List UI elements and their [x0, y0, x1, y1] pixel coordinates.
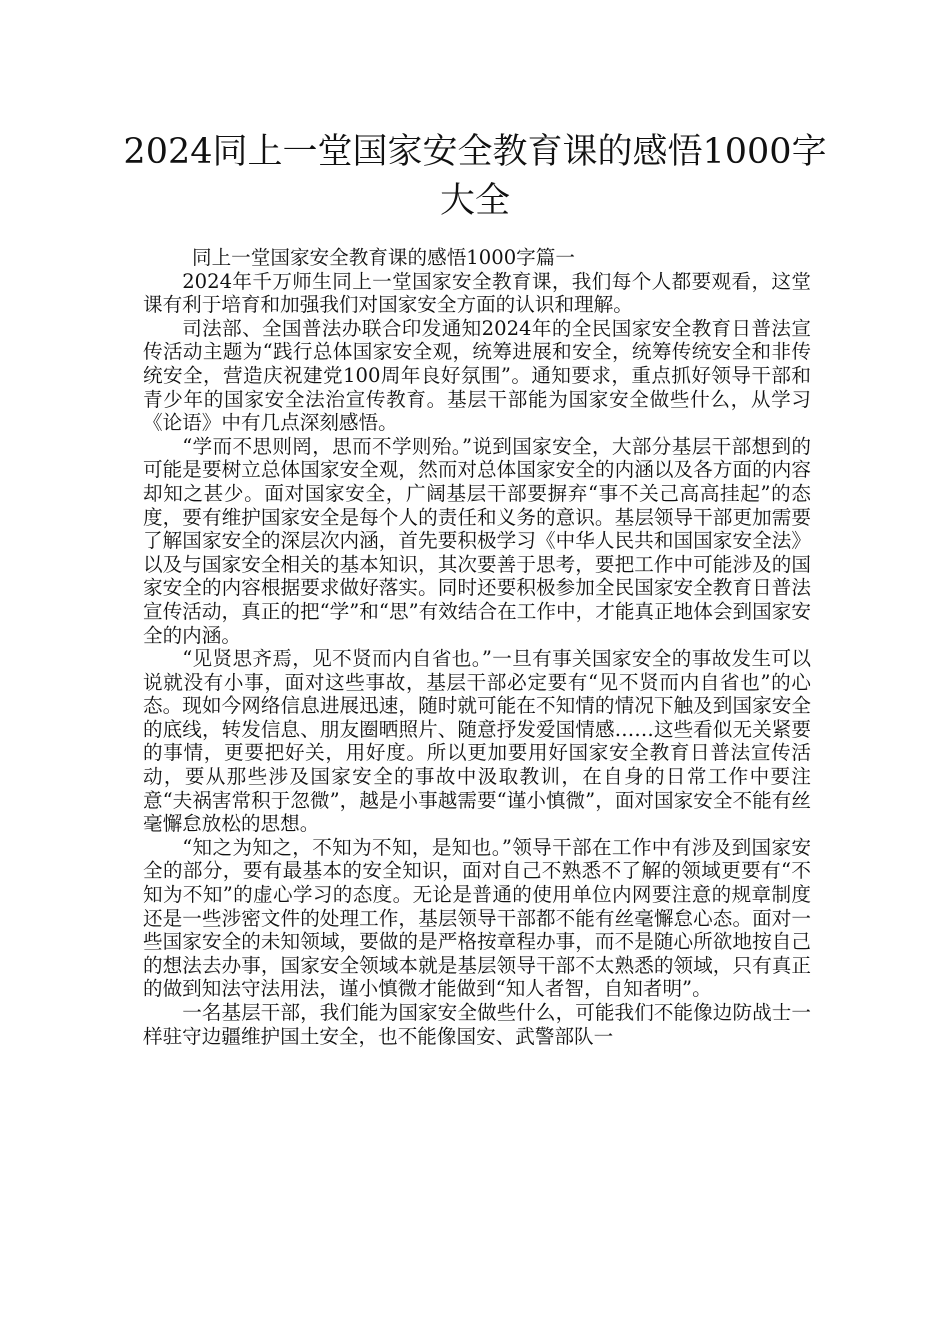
- paragraph-5: “知之为知之，不知为不知，是知也。”领导干部在工作中有涉及到国家安全的部分，要有最基本的安全知识，面对自己不熟悉不了解的领域更要有“不知为不知”的虚心学习的态度。无论是普通的使用单位内网要注意的规章制度还是一些涉密文件的处理工作，基层领导干部都不能有丝毫懈怠心态。面对一些国家安全的未知领域，要做的是严格按章程办事，而不是随心所欲地按自己的想法去办事，国家安全领域本就是基层领导干部不太熟悉的领域，只有真正的做到知法守法用法，谨小慎微才能做到“知人者智，自知者明”。: [143, 835, 811, 1001]
- section-heading: 同上一堂国家安全教育课的感悟1000字篇一: [192, 246, 575, 269]
- paragraph-1: 2024年千万师生同上一堂国家安全教育课，我们每个人都要观看，这堂课有利于培育和加强我们对国家安全方面的认识和理解。: [143, 269, 811, 317]
- paragraph-3: “学而不思则罔，思而不学则殆。”说到国家安全，大部分基层干部想到的可能是要树立总体国家安全观，然而对总体国家安全的内涵以及各方面的内容却知之甚少。面对国家安全，广阔基层干部要摒弃“事不关己高高挂起”的态度，要有维护国家安全是每个人的责任和义务的意识。基层领导干部更加需要了解国家安全的深层次内涵，首先要积极学习《中华人民共和国国家安全法》以及与国家安全相关的基本知识，其次要善于思考，要把工作中可能涉及的国家安全的内容根据要求做好落实。同时还要积极参加全民国家安全教育日普法宣传活动，真正的把“学”和“思”有效结合在工作中，才能真正地体会到国家安全的内涵。: [143, 434, 811, 647]
- paragraph-2: 司法部、全国普法办联合印发通知2024年的全民国家安全教育日普法宣传活动主题为“践行总体国家安全观，统筹进展和安全，统筹传统安全和非传统安全，营造庆祝建党100周年良好氛围”。通知要求，重点抓好领导干部和青少年的国家安全法治宣传教育。基层干部能为国家安全做些什么，从学习《论语》中有几点深刻感悟。: [143, 316, 811, 435]
- paragraph-4: “见贤思齐焉，见不贤而内自省也。”一旦有事关国家安全的事故发生可以说就没有小事，面对这些事故，基层干部必定要有“见不贤而内自省也”的心态。现如今网络信息进展迅速，随时就可能在不知情的情况下触及到国家安全的底线，转发信息、朋友圈晒照片、随意抒发爱国情感……这些看似无关紧要的事情，更要把好关，用好度。所以更加要用好国家安全教育日普法宣传活动，要从那些涉及国家安全的事故中汲取教训，在自身的日常工作中要注意“夫祸害常积于忽微”，越是小事越需要“谨小慎微”，面对国家安全不能有丝毫懈怠放松的思想。: [143, 647, 811, 836]
- document-title: 2024同上一堂国家安全教育课的感悟1000字大全: [123, 132, 827, 221]
- paragraph-6: 一名基层干部，我们能为国家安全做些什么，可能我们不能像边防战士一样驻守边疆维护国土安全，也不能像国安、武警部队一: [143, 1001, 811, 1048]
- document-body: [143, 246, 811, 1048]
